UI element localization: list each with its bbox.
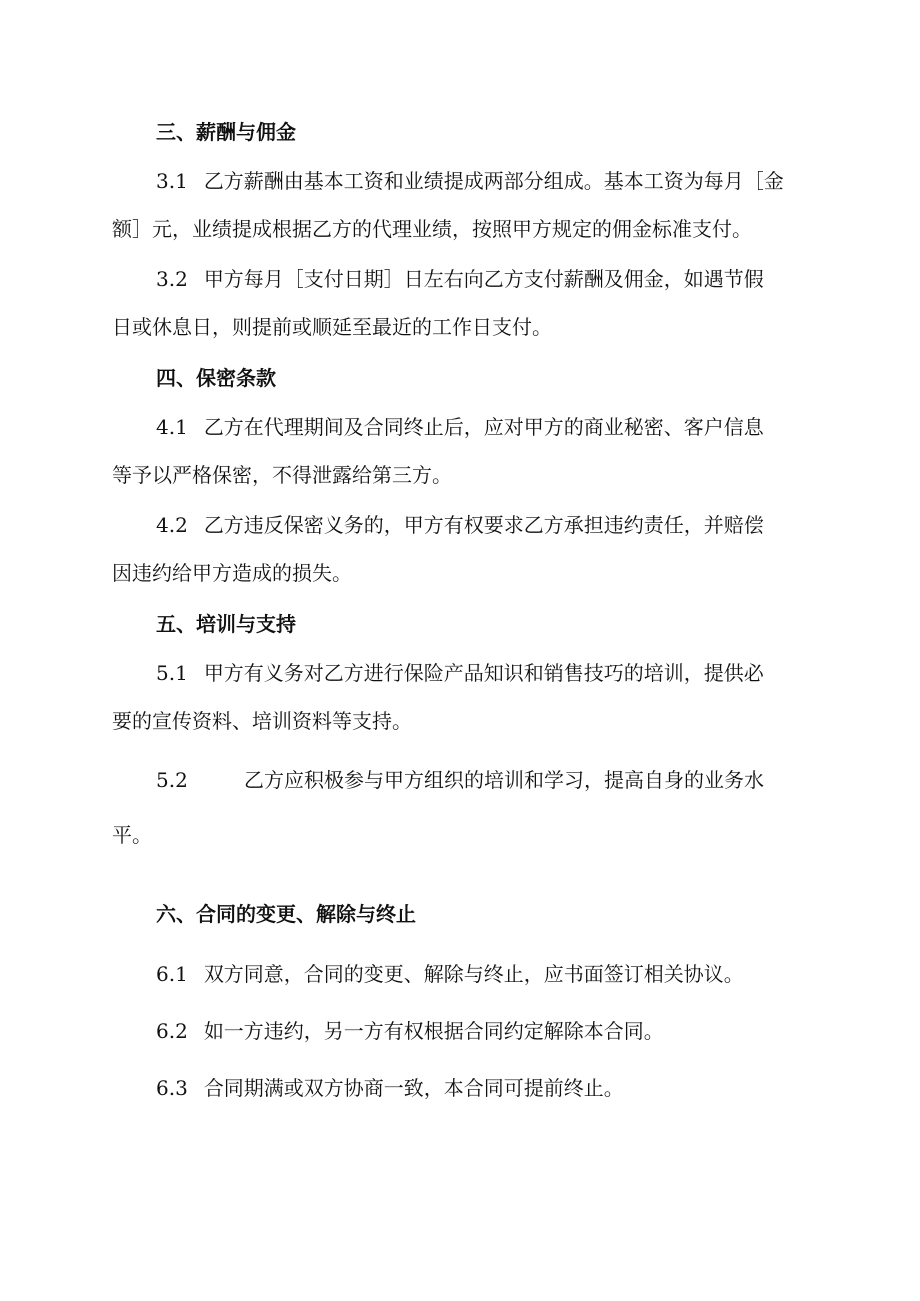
clause-line xyxy=(112,414,802,440)
clause-line xyxy=(112,961,802,987)
clause-number: 6.1 xyxy=(156,962,188,986)
clause-number: 3.2 xyxy=(156,267,188,291)
clause-5-1 xyxy=(112,660,802,734)
clause-line xyxy=(112,1018,802,1044)
clause-line xyxy=(112,168,802,194)
clause-text-continued: 等予以严格保密，不得泄露给第三方。 xyxy=(112,463,452,487)
section-heading-confidentiality: 四、保密条款 xyxy=(156,366,276,390)
clause-text-continued: 额］元，业绩提成根据乙方的代理业绩，按照甲方规定的佣金标准支付。 xyxy=(112,217,752,241)
clause-text-continued: 平。 xyxy=(112,823,152,847)
clause-text: 乙方在代理期间及合同终止后，应对甲方的商业秘密、客户信息 xyxy=(203,415,764,439)
clause-text-continued: 日或休息日，则提前或顺延至最近的工作日支付。 xyxy=(112,315,552,339)
section-heading-salary: 三、薪酬与佣金 xyxy=(156,120,296,144)
clause-6-1 xyxy=(112,961,802,987)
clause-line xyxy=(112,660,802,686)
clause-number: 4.2 xyxy=(156,513,188,537)
clause-6-2 xyxy=(112,1018,802,1044)
clause-text: 如一方违约，另一方有权根据合同约定解除本合同。 xyxy=(203,1019,664,1043)
clause-text: 乙方应积极参与甲方组织的培训和学习，提高自身的业务水 xyxy=(244,768,764,792)
clause-text-continued: 要的宣传资料、培训资料等支持。 xyxy=(112,709,412,733)
clause-number: 6.3 xyxy=(156,1076,188,1100)
clause-text: 乙方薪酬由基本工资和业绩提成两部分组成。基本工资为每月［金 xyxy=(203,169,784,193)
clause-number: 6.2 xyxy=(156,1019,188,1043)
clause-4-2 xyxy=(112,512,802,586)
clause-3-1 xyxy=(112,168,802,242)
clause-line xyxy=(112,1075,802,1101)
clause-text-continued: 因违约给甲方造成的损失。 xyxy=(112,561,352,585)
clause-line xyxy=(112,266,802,292)
clause-3-2 xyxy=(112,266,802,340)
clause-6-3 xyxy=(112,1075,802,1101)
clause-4-1 xyxy=(112,414,802,488)
clause-number: 3.1 xyxy=(156,169,188,193)
clause-number: 5.2 xyxy=(156,768,188,792)
clause-5-2 xyxy=(112,767,802,848)
section-heading-modification: 六、合同的变更、解除与终止 xyxy=(156,902,416,926)
clause-text: 甲方有义务对乙方进行保险产品知识和销售技巧的培训，提供必 xyxy=(203,661,764,685)
clause-text: 合同期满或双方协商一致，本合同可提前终止。 xyxy=(203,1076,624,1100)
clause-line xyxy=(112,512,802,538)
clause-number: 4.1 xyxy=(156,415,188,439)
clause-number: 5.1 xyxy=(156,661,188,685)
section-heading-training: 五、培训与支持 xyxy=(156,612,296,636)
clause-text: 乙方违反保密义务的，甲方有权要求乙方承担违约责任，并赔偿 xyxy=(203,513,764,537)
clause-line xyxy=(112,767,802,793)
clause-text: 双方同意，合同的变更、解除与终止，应书面签订相关协议。 xyxy=(203,962,744,986)
clause-text: 甲方每月［支付日期］日左右向乙方支付薪酬及佣金，如遇节假 xyxy=(203,267,764,291)
